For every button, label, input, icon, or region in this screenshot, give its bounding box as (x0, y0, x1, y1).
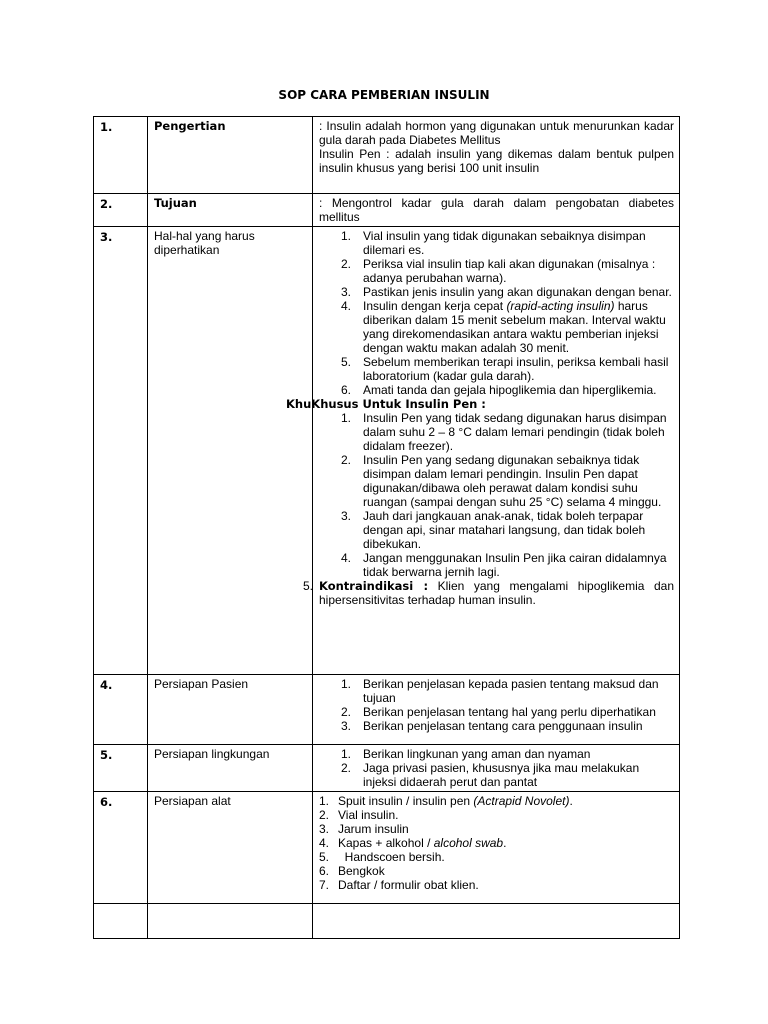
contraindication-label: Kontraindikasi : (319, 579, 429, 593)
list-item: 3. Jauh dari jangkauan anak-anak, tidak boleh terpapar dengan api, sinar matahari langsung, dan tidak boleh dibekukan. (341, 509, 646, 551)
contraindication-text: Klien yang mengalami hipoglikemia dan hipersensitivitas terhadap human insulin. (319, 579, 675, 607)
pen-subheading: KhuKhusus Untuk Insulin Pen : (286, 397, 486, 411)
definition-insulin-pen: Insulin Pen : adalah insulin yang dikemas dalam bentuk pulpen insulin khusus yang berisi 100 unit insulin (319, 147, 674, 175)
list-item: 2. Insulin Pen yang sedang digunakan sebaiknya tidak disimpan dalam lemari pendingin. Insulin Pen dapat digunakan/dibawa oleh perawat dalam kondisi suhu ruangan (sampai dengan suhu 25 °C) selama 4 minggu. (341, 453, 662, 509)
list-item: 4. Jangan menggunakan Insulin Pen jika cairan didalamnya tidak berwarna jernih lagi. (341, 551, 667, 579)
sop-table (93, 116, 680, 939)
empty-cell (148, 904, 313, 939)
table-row (94, 792, 680, 904)
row-label: Pengertian (148, 117, 313, 194)
row-number: 1. (94, 117, 148, 194)
empty-cell (94, 904, 148, 939)
list-item: 1. Berikan lingkunan yang aman dan nyaman (341, 747, 591, 761)
table-row-empty (94, 904, 680, 939)
table-row (94, 745, 680, 792)
row-number: 3. (94, 227, 148, 675)
row-content (313, 792, 680, 904)
table-row (94, 117, 680, 194)
row-label: Persiapan Pasien (148, 675, 313, 745)
list-item: 7. Daftar / formulir obat klien. (319, 878, 479, 892)
row-number: 6. (94, 792, 148, 904)
table-row (94, 194, 680, 227)
row-label: Persiapan alat (148, 792, 313, 904)
equipment-list (319, 794, 674, 892)
list-item: 3. Jarum insulin (319, 822, 409, 836)
row-label: Hal-hal yang harus diperhatikan (148, 227, 313, 675)
list-item: 6. Amati tanda dan gejala hipoglikemia dan hiperglikemia. (341, 383, 657, 397)
list-item: 3. Berikan penjelasan tentang cara penggunaan insulin (341, 719, 643, 733)
list-item: 3. Pastikan jenis insulin yang akan digunakan dengan benar. (341, 285, 672, 299)
row-label: Persiapan lingkungan (148, 745, 313, 792)
pen-list (319, 411, 674, 579)
list-item: 5. Sebelum memberikan terapi insulin, periksa kembali hasil laboratorium (kadar gula darah). (341, 355, 669, 383)
environment-prep-list (319, 747, 674, 789)
row-number: 5. (94, 745, 148, 792)
list-item: 2. Berikan penjelasan tentang hal yang perlu diperhatikan (341, 705, 656, 719)
row-content: : Mengontrol kadar gula darah dalam pengobatan diabetes mellitus (313, 194, 680, 227)
list-item: 1. Vial insulin yang tidak digunakan sebaiknya disimpan dilemari es. (341, 229, 646, 257)
list-item: 2. Jaga privasi pasien, khususnya jika mau melakukan injeksi didaerah perut dan pantat (341, 761, 640, 789)
list-item: 1. Insulin Pen yang tidak sedang digunakan harus disimpan dalam suhu 2 – 8 °C dalam lemari pendingin (tidak boleh didalam freezer). (341, 411, 667, 453)
contraindication: 5. Kontraindikasi : Klien yang mengalami hipoglikemia dan hipersensitivitas terhadap human insulin. (303, 579, 675, 607)
row-content (286, 227, 680, 675)
list-item: 2. Vial insulin. (319, 808, 399, 822)
list-item: 2. Periksa vial insulin tiap kali akan digunakan (misalnya : adanya perubahan warna). (341, 257, 656, 285)
list-item: 1. Berikan penjelasan kepada pasien tentang maksud dan tujuan (341, 677, 659, 705)
list-item: 4. Insulin dengan kerja cepat (rapid-acting insulin) harus diberikan dalam 15 menit sebelum makan. Interval waktu yang direkomendasikan antara waktu pemberian injeksi dengan waktu makan adalah 30 menit. (341, 299, 666, 355)
list-item: 6. Bengkok (319, 864, 385, 878)
list-item: 1. Spuit insulin / insulin pen (Actrapid Novolet). (319, 794, 573, 808)
row-content (313, 117, 680, 194)
definition-insulin: : Insulin adalah hormon yang digunakan untuk menurunkan kadar gula darah pada Diabetes Mellitus (319, 119, 674, 147)
row-number: 2. (94, 194, 148, 227)
page-title: SOP CARA PEMBERIAN INSULIN (278, 88, 490, 102)
empty-cell (313, 904, 680, 939)
row-content (313, 745, 680, 792)
row-label: Tujuan (148, 194, 313, 227)
list-item: 4. Kapas + alkohol / alcohol swab. (319, 836, 507, 850)
row-number: 4. (94, 675, 148, 745)
row-content (313, 675, 680, 745)
list-item: 5. Handscoen bersih. (319, 850, 445, 864)
precautions-list (319, 229, 674, 397)
patient-prep-list (319, 677, 674, 733)
table-row (94, 675, 680, 745)
table-row (94, 227, 680, 675)
